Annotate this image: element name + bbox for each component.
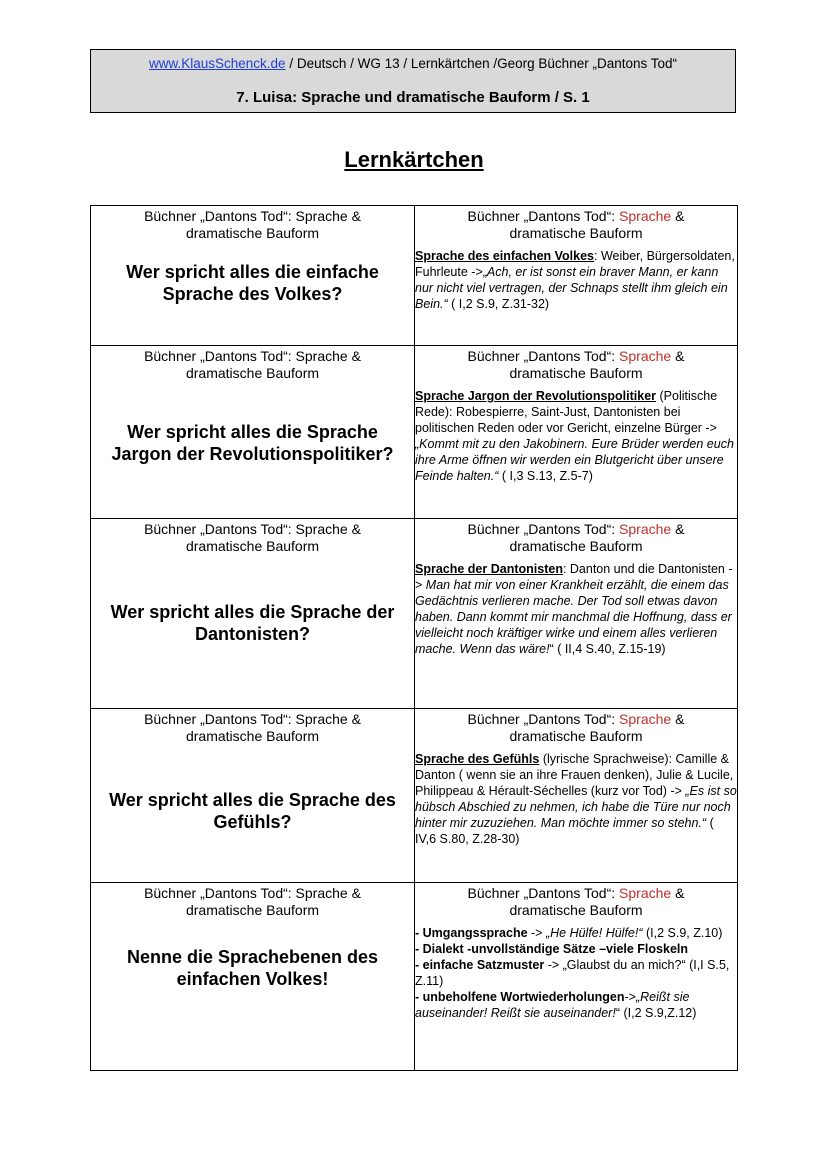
answer-ref: ( I,3 S.13, Z.5-7) xyxy=(498,469,593,483)
card-front-heading xyxy=(91,519,414,555)
card-row xyxy=(91,206,738,346)
list-item-bold: - einfache Satzmuster xyxy=(415,958,545,972)
heading-suffix: & xyxy=(671,348,685,364)
answer-text: : Danton und die Dantonisten -> xyxy=(415,562,733,592)
card-front-heading xyxy=(91,206,414,242)
answer-text: : Weiber, Bürgersoldaten, Fuhrleute ->„ xyxy=(415,249,735,279)
heading-line2: dramatische Bauform xyxy=(509,365,643,381)
card-answer xyxy=(415,561,737,657)
card-front xyxy=(91,346,415,519)
heading-line2: dramatische Bauform xyxy=(509,728,643,744)
list-item-quote: „He Hülfe! Hülfe!“ xyxy=(545,926,643,940)
heading-prefix: Büchner „Dantons Tod“: xyxy=(467,208,620,224)
heading-line2: dramatische Bauform xyxy=(185,902,320,918)
breadcrumb-text: / Deutsch / WG 13 / Lernkärtchen /Georg Büchner „Dantons Tod“ xyxy=(285,56,678,71)
card-answer-list xyxy=(415,925,737,1021)
card-front xyxy=(91,883,415,1071)
answer-lead: Sprache der Dantonisten xyxy=(415,562,563,576)
card-back xyxy=(415,519,738,709)
heading-highlight: Sprache xyxy=(619,711,672,727)
answer-quote: Ach, er ist sonst ein braver Mann, er kann nur nicht viel vertragen, der Schnaps stellt ihm gleich ein Bein.“ xyxy=(415,265,728,311)
list-item-text: -> xyxy=(624,990,636,1004)
card-front-heading xyxy=(91,346,414,382)
card-back-heading xyxy=(415,206,737,242)
list-item-bold: - Umgangssprache xyxy=(415,926,528,940)
heading-suffix: & xyxy=(671,711,685,727)
heading-line2: dramatische Bauform xyxy=(509,902,643,918)
heading-prefix: Büchner „Dantons Tod“: xyxy=(467,521,620,537)
card-answer xyxy=(415,388,737,484)
heading-suffix: & xyxy=(671,885,685,901)
list-item-text: -> xyxy=(527,926,546,940)
flashcard-table xyxy=(90,205,738,1071)
heading-line2: dramatische Bauform xyxy=(509,538,643,554)
heading-line1: Büchner „Dantons Tod“: Sprache & xyxy=(144,711,361,727)
answer-lead: Sprache des einfachen Volkes xyxy=(415,249,595,263)
answer-quote: „Kommt mit zu den Jakobinern. Eure Brüder werden euch ihre Arme öffnen wir werden ein Blutgericht über unsere Feinde halten.“ xyxy=(415,437,734,483)
card-row xyxy=(91,346,738,519)
heading-line1: Büchner „Dantons Tod“: Sprache & xyxy=(144,208,361,224)
heading-line2: dramatische Bauform xyxy=(185,538,320,554)
card-row xyxy=(91,709,738,883)
answer-ref: ( I,2 S.9, Z.31-32) xyxy=(447,297,550,311)
page-title: Lernkärtchen xyxy=(344,147,484,172)
card-front-heading xyxy=(91,709,414,745)
card-question: Nenne die Sprachebenen des einfachen Volkes! xyxy=(126,947,379,989)
answer-text: (Politische Rede): Robespierre, Saint-Just, Dantonisten bei politischen Reden oder vor Gericht, einzelne Bürger -> xyxy=(415,389,718,435)
card-back-heading xyxy=(415,519,737,555)
heading-suffix: & xyxy=(671,208,685,224)
card-back xyxy=(415,206,738,346)
card-back xyxy=(415,346,738,519)
heading-line1: Büchner „Dantons Tod“: Sprache & xyxy=(144,885,361,901)
header-breadcrumb xyxy=(91,56,735,71)
page-header xyxy=(90,49,736,113)
card-row xyxy=(91,883,738,1071)
heading-highlight: Sprache xyxy=(619,208,672,224)
card-question: Wer spricht alles die einfache Sprache des Volkes? xyxy=(126,262,379,304)
card-front-heading xyxy=(91,883,414,919)
card-front xyxy=(91,206,415,346)
card-answer xyxy=(415,248,737,312)
answer-lead: Sprache Jargon der Revolutionspolitiker xyxy=(415,389,657,403)
card-back-heading xyxy=(415,709,737,745)
list-item-ref: (I,2 S.9, Z.10) xyxy=(642,926,723,940)
card-front xyxy=(91,709,415,883)
card-back-heading xyxy=(415,883,737,919)
card-back xyxy=(415,709,738,883)
answer-quote: „Es ist so hübsch Abschied zu nehmen, ich habe die Türe nur noch hinter mir zuzuziehen. Man möchte immer so stehn.“ xyxy=(415,784,737,830)
list-item-text: -> „Glaubst du an mich?“ (I,I S.5, Z.11) xyxy=(415,958,730,988)
list-item-bold: - Dialekt -unvollständige Sätze –viele Floskeln xyxy=(415,942,688,956)
card-answer xyxy=(415,751,737,847)
answer-lead: Sprache des Gefühls xyxy=(415,752,540,766)
card-question: Wer spricht alles die Sprache des Gefühls? xyxy=(109,790,396,832)
header-subtitle: 7. Luisa: Sprache und dramatische Bauform / S. 1 xyxy=(236,89,590,106)
list-item-quote: „Reißt sie auseinander! Reißt sie auseinander! xyxy=(415,990,690,1020)
card-back-heading xyxy=(415,346,737,382)
answer-ref: “ ( II,4 S.40, Z.15-19) xyxy=(549,642,666,656)
heading-prefix: Büchner „Dantons Tod“: xyxy=(467,711,620,727)
heading-highlight: Sprache xyxy=(619,521,672,537)
answer-text: (lyrische Sprachweise): Camille & Danton ( wenn sie an ihre Frauen denken), Julie & Lucile, Philippeau & Hérault-Séchelles (kurz vor Tod) -> xyxy=(415,752,734,798)
site-link[interactable]: www.KlausSchenck.de xyxy=(148,56,286,71)
heading-suffix: & xyxy=(671,521,685,537)
heading-prefix: Büchner „Dantons Tod“: xyxy=(467,348,620,364)
list-item xyxy=(415,957,737,989)
card-question: Wer spricht alles die Sprache der Dantonisten? xyxy=(110,602,395,644)
list-item xyxy=(415,941,737,957)
card-row xyxy=(91,519,738,709)
list-item xyxy=(415,925,737,941)
heading-prefix: Büchner „Dantons Tod“: xyxy=(467,885,620,901)
list-item xyxy=(415,989,737,1021)
list-item-bold: - unbeholfene Wortwiederholungen xyxy=(415,990,625,1004)
heading-highlight: Sprache xyxy=(619,885,672,901)
heading-line1: Büchner „Dantons Tod“: Sprache & xyxy=(144,521,361,537)
answer-quote: Man hat mir von einer Krankheit erzählt, die einem das Gedächtnis verlieren mache. Der Tod soll etwas davon haben. Dann kommt mir manchmal die Hoffnung, dass er vielleicht noch kräftiger wirke und einem alles verlieren mache. Wenn das wäre! xyxy=(415,578,732,656)
card-question: Wer spricht alles die Sprache Jargon der Revolutionspolitiker? xyxy=(111,422,394,464)
heading-line2: dramatische Bauform xyxy=(185,365,320,381)
heading-line2: dramatische Bauform xyxy=(185,225,320,241)
card-back xyxy=(415,883,738,1071)
heading-line2: dramatische Bauform xyxy=(185,728,320,744)
list-item-ref: “ (I,2 S.9,Z.12) xyxy=(615,1006,697,1020)
card-front xyxy=(91,519,415,709)
heading-line1: Büchner „Dantons Tod“: Sprache & xyxy=(144,348,361,364)
answer-ref: ( IV,6 S.80, Z.28-30) xyxy=(415,816,714,846)
heading-line2: dramatische Bauform xyxy=(509,225,643,241)
heading-highlight: Sprache xyxy=(619,348,672,364)
